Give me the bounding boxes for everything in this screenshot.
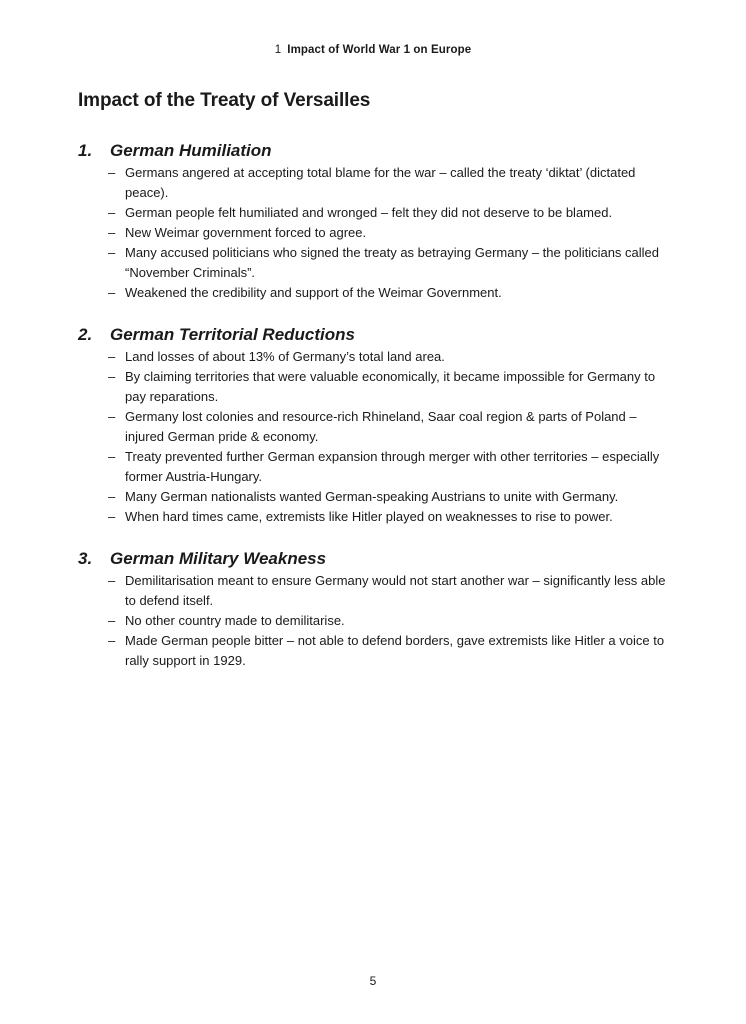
dash-marker: –: [108, 409, 116, 424]
chapter-title: Impact of World War 1 on Europe: [287, 44, 472, 56]
bullet-text: Weakened the credibility and support of the Weimar Government.: [125, 285, 502, 300]
section-german-territorial-reductions: [78, 325, 678, 527]
section-heading: [78, 325, 678, 345]
running-header: [0, 44, 746, 56]
bullet-text: German people felt humiliated and wronged – felt they did not deserve to be blamed.: [125, 205, 613, 220]
bullet-list: [78, 347, 678, 527]
bullet-text: New Weimar government forced to agree.: [125, 225, 367, 240]
bullet-text: Germans angered at accepting total blame for the war – called the treaty ‘diktat’ (dictated peace).: [125, 165, 636, 200]
section-number: 3.: [78, 549, 93, 568]
dash-marker: –: [108, 205, 116, 220]
bullet-text: No other country made to demilitarise.: [125, 613, 345, 628]
page-number: 5: [369, 974, 377, 988]
bullet-item: [108, 283, 678, 303]
section-german-humiliation: [78, 141, 678, 303]
dash-marker: –: [108, 349, 116, 364]
bullet-item: [108, 223, 678, 243]
bullet-item: [108, 163, 678, 203]
dash-marker: –: [108, 245, 116, 260]
bullet-text: Demilitarisation meant to ensure Germany would not start another war – significantly less able to defend itself.: [125, 573, 666, 608]
dash-marker: –: [108, 509, 116, 524]
bullet-text: Treaty prevented further German expansion through merger with other territories – especially former Austria-Hungary.: [125, 449, 660, 484]
section-german-military-weakness: [78, 549, 678, 671]
section-title: German Military Weakness: [110, 549, 327, 568]
section-number: 1.: [78, 141, 93, 160]
bullet-item: [108, 631, 678, 671]
bullet-item: [108, 571, 678, 611]
bullet-list: [78, 571, 678, 671]
bullet-text: By claiming territories that were valuable economically, it became impossible for Germany to pay reparations.: [125, 369, 656, 404]
bullet-text: When hard times came, extremists like Hitler played on weaknesses to rise to power.: [125, 509, 613, 524]
bullet-item: [108, 407, 678, 447]
section-title: German Territorial Reductions: [110, 325, 355, 344]
page-title: Impact of the Treaty of Versailles: [78, 90, 371, 111]
section-heading: [78, 141, 678, 161]
dash-marker: –: [108, 285, 116, 300]
bullet-item: [108, 487, 678, 507]
bullet-item: [108, 611, 678, 631]
dash-marker: –: [108, 449, 116, 464]
bullet-item: [108, 243, 678, 283]
bullet-text: Germany lost colonies and resource-rich Rhineland, Saar coal region & parts of Poland – injured German pride & economy.: [125, 409, 637, 444]
bullet-item: [108, 507, 678, 527]
dash-marker: –: [108, 369, 116, 384]
bullet-item: [108, 203, 678, 223]
dash-marker: –: [108, 225, 116, 240]
dash-marker: –: [108, 573, 116, 588]
dash-marker: –: [108, 613, 116, 628]
dash-marker: –: [108, 489, 116, 504]
bullet-item: [108, 347, 678, 367]
sections: [78, 141, 678, 693]
section-title: German Humiliation: [110, 141, 272, 160]
dash-marker: –: [108, 165, 116, 180]
bullet-text: Many German nationalists wanted German-speaking Austrians to unite with Germany.: [125, 489, 619, 504]
section-number: 2.: [78, 325, 93, 344]
bullet-text: Made German people bitter – not able to defend borders, gave extremists like Hitler a voice to rally support in 1929.: [125, 633, 665, 668]
bullet-list: [78, 163, 678, 303]
bullet-item: [108, 447, 678, 487]
bullet-text: Land losses of about 13% of Germany’s total land area.: [125, 349, 445, 364]
section-heading: [78, 549, 678, 569]
chapter-number: 1: [274, 44, 282, 56]
bullet-item: [108, 367, 678, 407]
bullet-text: Many accused politicians who signed the treaty as betraying Germany – the politicians called “November Criminals”.: [125, 245, 660, 280]
dash-marker: –: [108, 633, 116, 648]
